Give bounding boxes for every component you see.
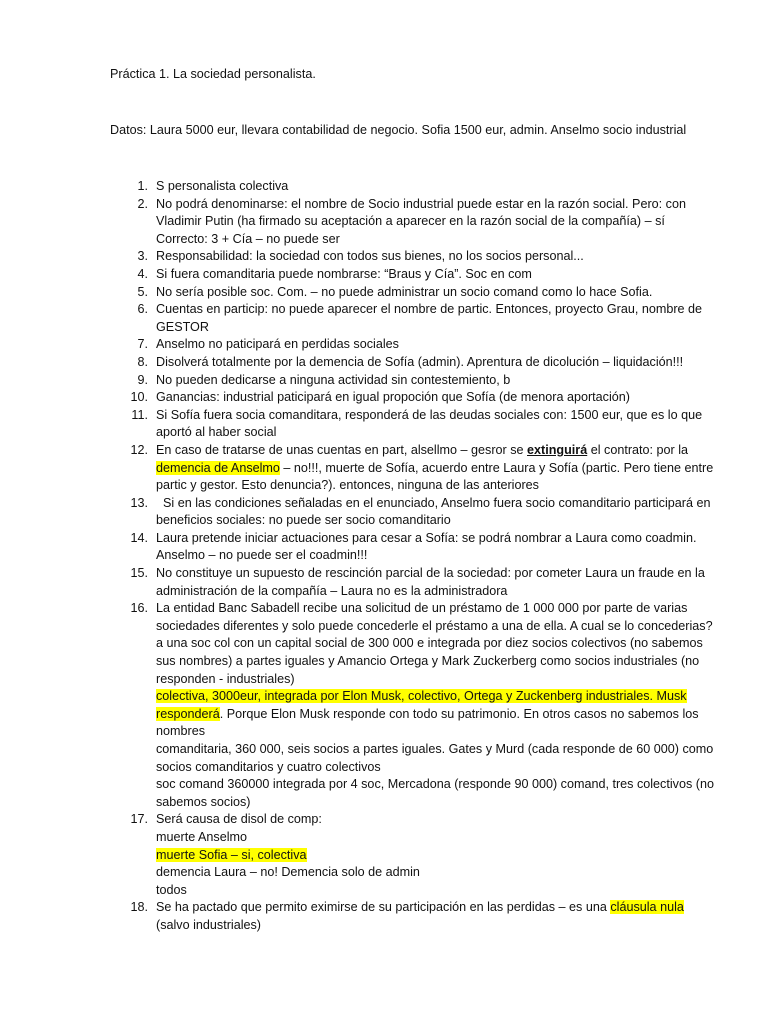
list-item: 12. En caso de tratarse de unas cuentas en part, alsellmo – gesror se extinguirá el contrato: por la demencia de Anselmo – no!!!, muerte de Sofía, acuerdo entre Laura y Sofía (partic. Pero tiene entre partic y gestor. Esto denuncia?). entonces, ninguna de las anteriores xyxy=(130,442,714,493)
list-item: 16. La entidad Banc Sabadell recibe una solicitud de un préstamo de 1 000 000 por parte de varias sociedades diferentes y solo puede concederle el préstamo a una de ella. A cual se lo concederias? a una soc col con un capital social de 300 000 e integrada por diez socios colectivos (no sabemos sus nombres) a partes iguales y Amancio Ortega y Mark Zuckerberg como socios industriales (no responden - industriales) colectiva, 3000eur, integrada por Elon Musk, colectivo, Ortega y Zuckenberg industriales. Musk responderá. Porque Elon Musk responde con todo su patrimonio. En otros casos no sabemos los nombres comanditaria, 360 000, seis socios a partes iguales. Gates y Murd (cada responde de 60 000) como socios comanditarios y cuatro colectivos soc comand 360000 integrada por 4 soc, Mercadona (responde 90 000) comand, tres colectivos (no sabemos socios) xyxy=(130,601,714,809)
list-item: 5. No sería posible soc. Com. – no puede administrar un socio comand como lo hace Sofia. xyxy=(137,284,653,299)
data-statement: Datos: Laura 5000 eur, llevara contabilidad de negocio. Sofia 1500 eur, admin. Anselmo socio industrial xyxy=(110,123,687,137)
list-item: 8. Disolverá totalmente por la demencia de Sofía (admin). Aprentura de dicolución – liquidación!!! xyxy=(137,354,684,369)
answer-list xyxy=(110,178,715,935)
list-item: 11. Si Sofía fuera socia comanditara, responderá de las deudas sociales con: 1500 eur, que es lo que aportó al haber social xyxy=(131,407,703,440)
list-item: 7. Anselmo no paticipará en perdidas sociales xyxy=(137,337,399,352)
list-item: 17. Será causa de disol de comp: muerte Anselmo muerte Sofia – si, colectiva demencia Laura – no! Demencia solo de admin todos xyxy=(130,812,420,897)
list-item: 3. Responsabilidad: la sociedad con todos sus bienes, no los socios personal... xyxy=(137,249,584,264)
list-item: 1. S personalista colectiva xyxy=(137,179,289,193)
highlighted-text: cláusula nula xyxy=(610,900,684,915)
list-item: 4. Si fuera comanditaria puede nombrarse: “Braus y Cía”. Soc en com xyxy=(137,266,532,281)
highlighted-text: muerte Sofia – si, colectiva xyxy=(156,847,307,862)
list-item: 2. No podrá denominarse: el nombre de Socio industrial puede estar en la razón social. Pero: con Vladimir Putin (ha firmado su aceptación a aparecer en la razón social de la compañía) – sí Correcto: 3 + Cía – no puede ser xyxy=(137,196,686,246)
highlighted-text: colectiva, 3000eur, integrada por Elon Musk, colectivo, Ortega y Zuckenberg industriales. Musk responderá xyxy=(156,689,687,721)
list-item: 15. No constituye un supuesto de rescinción parcial de la sociedad: por cometer Laura un fraude en la administración de la compañía – Laura no es la administradora xyxy=(130,566,705,598)
list-item: 18. Se ha pactado que permito eximirse de su participación en las perdidas – es una cláusula nula (salvo industriales) xyxy=(130,900,684,932)
highlighted-text: demencia de Anselmo xyxy=(156,460,280,475)
list-item: 9. No pueden dedicarse a ninguna actividad sin contestemiento, b xyxy=(137,372,511,387)
document-title: Práctica 1. La sociedad personalista. xyxy=(110,67,316,81)
list-item: 13. Si en las condiciones señaladas en el enunciado, Anselmo fuera socio comanditario participará en beneficios sociales: no puede ser socio comanditario xyxy=(130,495,714,528)
emphasized-word: extinguirá xyxy=(527,442,588,457)
list-item: 6. Cuentas en particip: no puede aparecer el nombre de partic. Entonces, proyecto Grau, nombre de GESTOR xyxy=(137,302,703,334)
list-item: 10. Ganancias: industrial paticipará en igual propoción que Sofía (de menora aportación) xyxy=(130,390,630,405)
list-item: 14. Laura pretende iniciar actuaciones para cesar a Sofía: se podrá nombrar a Laura como coadmin. Anselmo – no puede ser el coadmin!!! xyxy=(130,530,697,563)
